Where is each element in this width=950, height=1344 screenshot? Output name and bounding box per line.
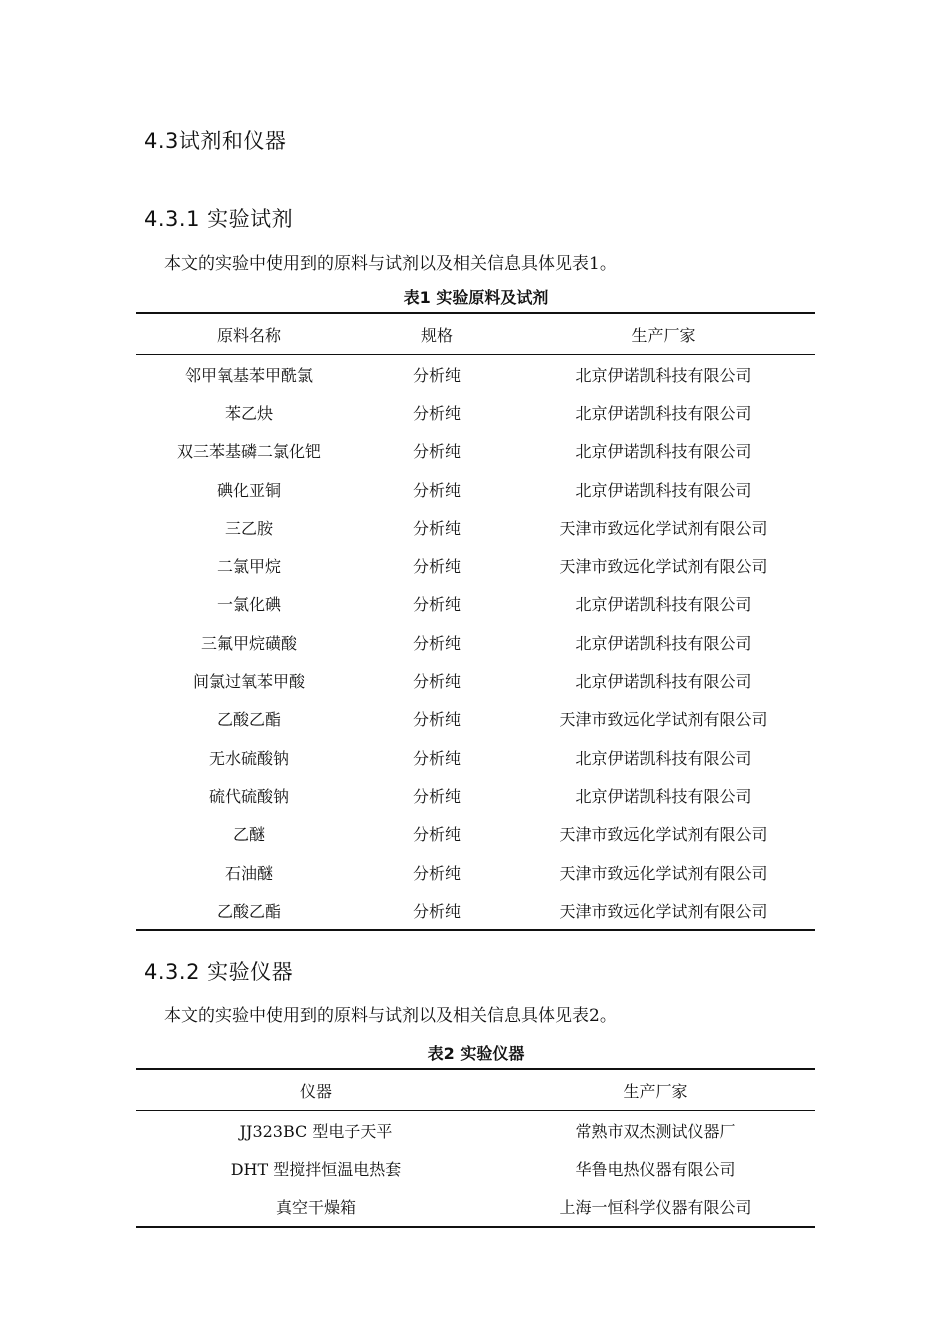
manufacturer-cell: 天津市致远化学试剂有限公司 xyxy=(559,518,768,538)
manufacturer-cell: 天津市致远化学试剂有限公司 xyxy=(559,863,768,883)
manufacturer-cell: 北京伊诺凯科技有限公司 xyxy=(575,633,752,653)
table-row xyxy=(136,700,815,738)
grade-cell: 分析纯 xyxy=(412,633,461,653)
grade-cell: 分析纯 xyxy=(412,403,461,423)
manufacturer-cell: 北京伊诺凯科技有限公司 xyxy=(575,672,752,692)
table-row xyxy=(136,546,815,584)
table-row xyxy=(136,891,815,930)
grade-cell: 分析纯 xyxy=(412,863,461,883)
table-row xyxy=(136,815,815,853)
instrument-cell: 真空干燥箱 xyxy=(136,1188,496,1227)
manufacturer-cell: 北京伊诺凯科技有限公司 xyxy=(575,442,752,462)
column-header-manufacturer: 生产厂家 xyxy=(496,1069,815,1111)
material-cell: 苯乙炔 xyxy=(224,403,273,423)
manufacturer-cell: 北京伊诺凯科技有限公司 xyxy=(575,365,752,385)
grade-cell: 分析纯 xyxy=(412,365,461,385)
manufacturer-cell: 北京伊诺凯科技有限公司 xyxy=(575,403,752,423)
section-heading: 4.3试剂和仪器 xyxy=(144,129,287,153)
material-cell: 乙醚 xyxy=(232,825,265,845)
material-cell: 碘化亚铜 xyxy=(216,480,281,500)
instruments-intro: 本文的实验中使用到的原料与试剂以及相关信息具体见表2。 xyxy=(164,1006,617,1026)
table-row xyxy=(136,355,815,394)
grade-cell: 分析纯 xyxy=(412,480,461,500)
column-header-instrument: 仪器 xyxy=(136,1069,496,1111)
material-cell: 硫代硫酸钠 xyxy=(208,786,289,806)
table-row xyxy=(136,393,815,431)
table-header-row xyxy=(136,313,815,355)
manufacturer-cell: 天津市致远化学试剂有限公司 xyxy=(559,557,768,577)
grade-cell: 分析纯 xyxy=(412,672,461,692)
grade-cell: 分析纯 xyxy=(412,442,461,462)
table-row xyxy=(136,432,815,470)
instrument-cell: DHT 型搅拌恒温电热套 xyxy=(230,1159,402,1179)
table-row xyxy=(136,738,815,776)
instruments-table xyxy=(136,1068,815,1228)
material-cell: 邻甲氧基苯甲酰氯 xyxy=(184,365,313,385)
manufacturer-cell: 北京伊诺凯科技有限公司 xyxy=(575,595,752,615)
manufacturer-cell: 华鲁电热仪器有限公司 xyxy=(575,1159,736,1179)
material-cell: 双三苯基磷二氯化钯 xyxy=(176,442,321,462)
table-row xyxy=(136,661,815,699)
manufacturer-cell: 北京伊诺凯科技有限公司 xyxy=(575,480,752,500)
manufacturer-cell: 天津市致远化学试剂有限公司 xyxy=(559,710,768,730)
reagents-heading: 4.3.1 实验试剂 xyxy=(144,207,294,231)
material-cell: 乙酸乙酯 xyxy=(216,710,281,730)
material-cell: 无水硫酸钠 xyxy=(208,748,289,768)
material-cell: 二氯甲烷 xyxy=(216,557,281,577)
instruments-heading: 4.3.2 实验仪器 xyxy=(144,960,294,984)
table-row xyxy=(136,853,815,891)
table-row xyxy=(136,1111,815,1150)
instrument-cell: JJ323BC 型电子天平 xyxy=(239,1121,393,1141)
column-header-material: 原料名称 xyxy=(136,313,362,355)
table-header-row xyxy=(136,1069,815,1111)
grade-cell: 分析纯 xyxy=(412,557,461,577)
grade-cell: 分析纯 xyxy=(362,891,512,930)
material-cell: 乙酸乙酯 xyxy=(136,891,362,930)
column-header-manufacturer: 生产厂家 xyxy=(512,313,815,355)
grade-cell: 分析纯 xyxy=(412,786,461,806)
manufacturer-cell: 北京伊诺凯科技有限公司 xyxy=(575,786,752,806)
material-cell: 石油醚 xyxy=(224,863,273,883)
grade-cell: 分析纯 xyxy=(412,748,461,768)
grade-cell: 分析纯 xyxy=(412,595,461,615)
table-row xyxy=(136,585,815,623)
material-cell: 三氟甲烷磺酸 xyxy=(200,633,297,653)
grade-cell: 分析纯 xyxy=(412,518,461,538)
reagents-intro: 本文的实验中使用到的原料与试剂以及相关信息具体见表1。 xyxy=(164,254,617,274)
manufacturer-cell: 天津市致远化学试剂有限公司 xyxy=(559,825,768,845)
column-header-grade: 规格 xyxy=(362,313,512,355)
material-cell: 间氯过氧苯甲酸 xyxy=(192,672,305,692)
table-row xyxy=(136,508,815,546)
material-cell: 三乙胺 xyxy=(224,518,273,538)
table-row xyxy=(136,623,815,661)
table-row xyxy=(136,1149,815,1187)
reagents-table-caption: 表1 实验原料及试剂 xyxy=(403,288,549,307)
grade-cell: 分析纯 xyxy=(412,825,461,845)
table-row xyxy=(136,470,815,508)
table-row xyxy=(136,1188,815,1227)
grade-cell: 分析纯 xyxy=(412,710,461,730)
instruments-table-caption: 表2 实验仪器 xyxy=(427,1044,525,1063)
reagents-table xyxy=(136,312,815,931)
manufacturer-cell: 常熟市双杰测试仪器厂 xyxy=(575,1121,736,1141)
manufacturer-cell: 天津市致远化学试剂有限公司 xyxy=(512,891,815,930)
material-cell: 一氯化碘 xyxy=(216,595,281,615)
manufacturer-cell: 上海一恒科学仪器有限公司 xyxy=(496,1188,815,1227)
table-row xyxy=(136,776,815,814)
manufacturer-cell: 北京伊诺凯科技有限公司 xyxy=(575,748,752,768)
